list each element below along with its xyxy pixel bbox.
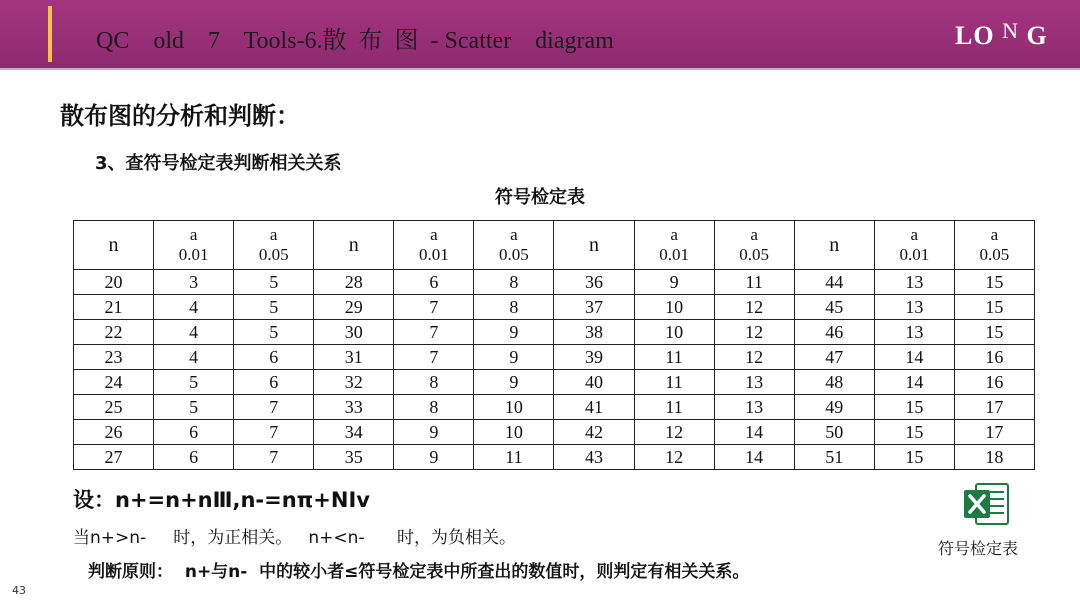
table-cell: 43 (554, 445, 634, 470)
table-cell: 11 (634, 345, 714, 370)
header-n: n (554, 221, 634, 270)
header-alpha-001 (634, 221, 714, 270)
header-alpha-005 (714, 221, 794, 270)
table-cell: 15 (874, 420, 954, 445)
table-cell: 41 (554, 395, 634, 420)
table-cell: 33 (314, 395, 394, 420)
sub-heading: 3、查符号检定表判断相关关系 (95, 153, 342, 174)
table-cell: 45 (794, 295, 874, 320)
header-alpha-001 (874, 221, 954, 270)
table-cell: 6 (394, 270, 474, 295)
table-cell: 44 (794, 270, 874, 295)
table-cell: 7 (394, 295, 474, 320)
table-cell: 14 (714, 445, 794, 470)
table-cell: 13 (874, 295, 954, 320)
table-cell: 28 (314, 270, 394, 295)
slide-title: QC old 7 Tools-6.散 布 图 - Scatter diagram (96, 28, 614, 54)
table-cell: 13 (714, 370, 794, 395)
table-row (74, 320, 1035, 345)
table-cell: 38 (554, 320, 634, 345)
table-cell: 23 (74, 345, 154, 370)
alpha-symbol: a (430, 225, 438, 244)
alpha-value: 0.01 (899, 245, 930, 264)
table-cell: 37 (554, 295, 634, 320)
table-cell: 10 (634, 295, 714, 320)
table-cell: 21 (74, 295, 154, 320)
excel-file-caption[interactable]: 符号检定表 (938, 539, 1019, 558)
excel-file-icon[interactable] (962, 482, 1010, 526)
table-cell: 17 (954, 420, 1034, 445)
table-cell: 3 (154, 270, 234, 295)
table-cell: 15 (954, 270, 1034, 295)
table-row (74, 445, 1035, 470)
alpha-value: 0.05 (258, 245, 289, 264)
table-cell: 8 (474, 295, 554, 320)
table-cell: 6 (154, 420, 234, 445)
table-cell: 15 (874, 395, 954, 420)
table-row (74, 370, 1035, 395)
title-accent-bar (48, 6, 52, 62)
table-cell: 13 (874, 320, 954, 345)
table-cell: 15 (954, 320, 1034, 345)
table-cell: 48 (794, 370, 874, 395)
logo (955, 18, 1048, 51)
table-cell: 27 (74, 445, 154, 470)
table-cell: 11 (634, 370, 714, 395)
table-cell: 7 (234, 445, 314, 470)
table-cell: 12 (634, 445, 714, 470)
table-cell: 47 (794, 345, 874, 370)
alpha-value: 0.05 (979, 245, 1010, 264)
table-cell: 30 (314, 320, 394, 345)
section-heading: 散布图的分析和判断： (60, 102, 300, 130)
table-cell: 13 (714, 395, 794, 420)
table-cell: 17 (954, 395, 1034, 420)
table-title: 符号检定表 (495, 187, 585, 208)
formula-definition: 设：n+=n+nⅢ,n-=nπ+NIv (73, 488, 370, 512)
table-cell: 8 (394, 370, 474, 395)
table-row (74, 345, 1035, 370)
alpha-value: 0.01 (178, 245, 209, 264)
table-cell: 12 (634, 420, 714, 445)
table-cell: 9 (474, 370, 554, 395)
table-cell: 9 (474, 320, 554, 345)
logo-text-small: N (1002, 18, 1019, 43)
table-cell: 22 (74, 320, 154, 345)
table-cell: 15 (874, 445, 954, 470)
header-n: n (74, 221, 154, 270)
table-cell: 13 (874, 270, 954, 295)
table-cell: 25 (74, 395, 154, 420)
table-cell: 36 (554, 270, 634, 295)
logo-text-2: G (1026, 21, 1048, 50)
table-cell: 15 (954, 295, 1034, 320)
table-cell: 8 (474, 270, 554, 295)
table-cell: 11 (714, 270, 794, 295)
alpha-value: 0.05 (739, 245, 770, 264)
table-row (74, 295, 1035, 320)
table-cell: 4 (154, 345, 234, 370)
table-cell: 12 (714, 295, 794, 320)
table-cell: 46 (794, 320, 874, 345)
table-cell: 5 (234, 320, 314, 345)
table-cell: 42 (554, 420, 634, 445)
alpha-symbol: a (269, 225, 278, 244)
page-number: 43 (12, 584, 26, 597)
table-row (74, 420, 1035, 445)
table-cell: 6 (234, 345, 314, 370)
table-header-row (74, 221, 1035, 270)
table-cell: 12 (714, 320, 794, 345)
table-cell: 9 (394, 445, 474, 470)
table-cell: 50 (794, 420, 874, 445)
table-cell: 14 (714, 420, 794, 445)
table-cell: 10 (474, 395, 554, 420)
header-alpha-005 (474, 221, 554, 270)
alpha-value: 0.05 (499, 245, 529, 264)
table-cell: 12 (714, 345, 794, 370)
table-cell: 20 (74, 270, 154, 295)
table-cell: 9 (474, 345, 554, 370)
table-cell: 5 (234, 270, 314, 295)
header-alpha-001 (154, 221, 234, 270)
alpha-value: 0.01 (659, 245, 689, 264)
table-cell: 16 (954, 370, 1034, 395)
table-cell: 7 (234, 420, 314, 445)
header-n: n (794, 221, 874, 270)
table-cell: 24 (74, 370, 154, 395)
table-cell: 35 (314, 445, 394, 470)
table-cell: 51 (794, 445, 874, 470)
title-bar (0, 0, 1080, 70)
table-cell: 5 (234, 295, 314, 320)
header-alpha-005 (954, 221, 1034, 270)
table-cell: 6 (234, 370, 314, 395)
table-cell: 26 (74, 420, 154, 445)
alpha-symbol: a (670, 225, 678, 244)
table-cell: 4 (154, 295, 234, 320)
header-n: n (314, 221, 394, 270)
table-cell: 5 (154, 370, 234, 395)
table-cell: 10 (474, 420, 554, 445)
table-cell: 49 (794, 395, 874, 420)
table-cell: 40 (554, 370, 634, 395)
table-cell: 32 (314, 370, 394, 395)
table-cell: 8 (394, 395, 474, 420)
table-cell: 11 (474, 445, 554, 470)
table-cell: 9 (394, 420, 474, 445)
sign-test-table (73, 220, 1035, 470)
alpha-symbol: a (990, 225, 999, 244)
judgement-principle: 判断原则： n+与n- 中的较小者≤符号检定表中所查出的数值时，则判定有相关关系。 (88, 562, 750, 582)
table-cell: 6 (154, 445, 234, 470)
header-alpha-001 (394, 221, 474, 270)
alpha-symbol: a (189, 225, 198, 244)
table-row (74, 395, 1035, 420)
table-row (74, 270, 1035, 295)
logo-text-1: LO (955, 21, 995, 50)
table-cell: 7 (394, 345, 474, 370)
table-cell: 31 (314, 345, 394, 370)
alpha-symbol: a (510, 225, 518, 244)
table-cell: 18 (954, 445, 1034, 470)
table-cell: 7 (234, 395, 314, 420)
table-cell: 34 (314, 420, 394, 445)
table-cell: 29 (314, 295, 394, 320)
table-cell: 14 (874, 345, 954, 370)
table-cell: 39 (554, 345, 634, 370)
table-cell: 14 (874, 370, 954, 395)
correlation-rule: 当n+>n- 时，为正相关。 n+<n- 时，为负相关。 (73, 528, 516, 548)
table-cell: 9 (634, 270, 714, 295)
header-alpha-005 (234, 221, 314, 270)
table-cell: 10 (634, 320, 714, 345)
table-cell: 4 (154, 320, 234, 345)
alpha-value: 0.01 (418, 245, 449, 264)
table-cell: 5 (154, 395, 234, 420)
alpha-symbol: a (910, 225, 919, 244)
table-cell: 7 (394, 320, 474, 345)
table-body (74, 270, 1035, 470)
table-cell: 11 (634, 395, 714, 420)
table-cell: 16 (954, 345, 1034, 370)
alpha-symbol: a (750, 225, 758, 244)
